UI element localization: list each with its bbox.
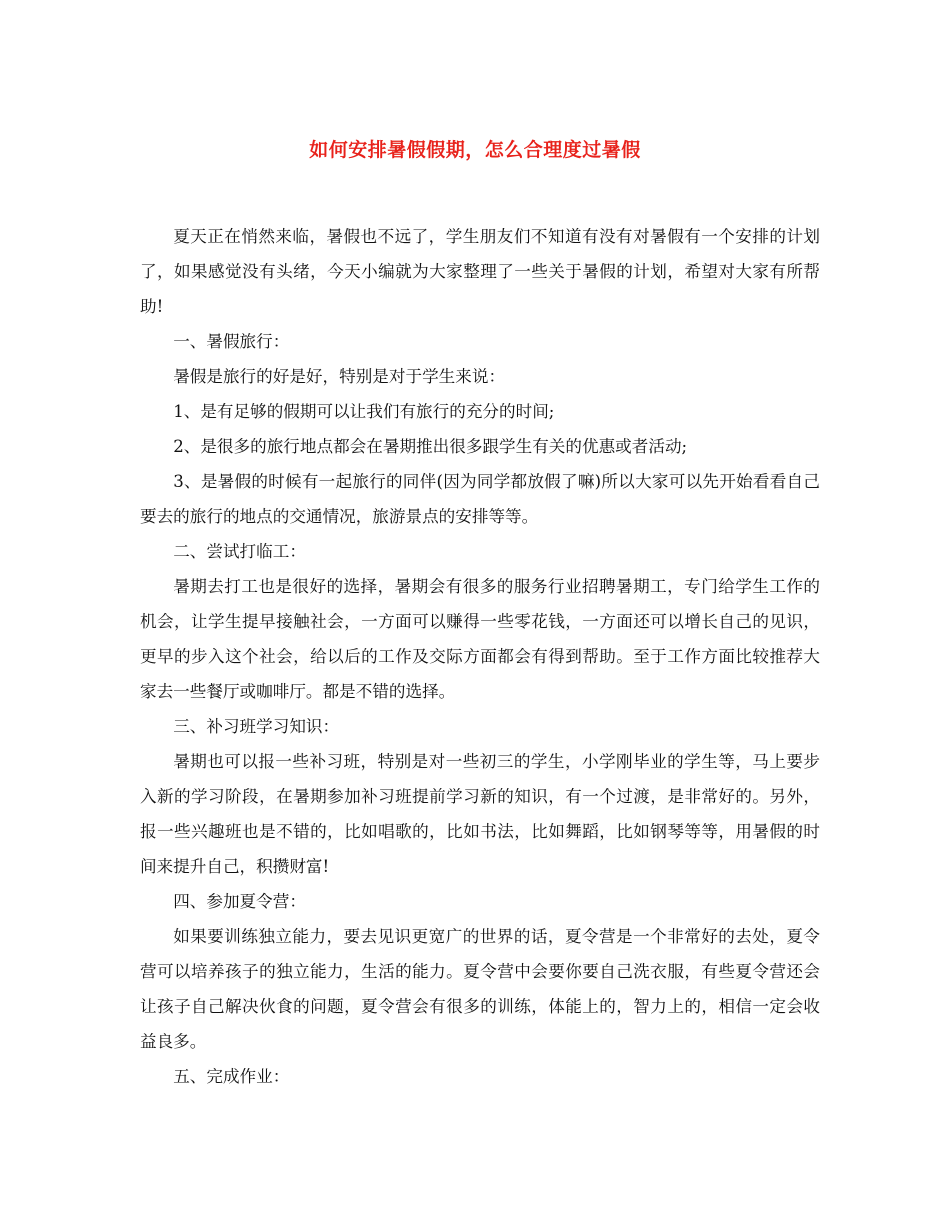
travel-point-3: 3、是暑假的时候有一起旅行的同伴(因为同学都放假了嘛)所以大家可以先开始看看自己要去的旅行的地点的交通情况，旅游景点的安排等等。 (140, 472, 820, 526)
intro-paragraph: 夏天正在悄然来临，暑假也不远了，学生朋友们不知道有没有对暑假有一个安排的计划了，如果感觉没有头绪，今天小编就为大家整理了一些关于暑假的计划，希望对大家有所帮助! (140, 227, 820, 316)
section-heading-homework: 五、完成作业： (173, 1067, 290, 1086)
summer-camp-paragraph: 如果要训练独立能力，要去见识更宽广的世界的话，夏令营是一个非常好的去处，夏令营可以培养孩子的独立能力，生活的能力。夏令营中会要你要自己洗衣服，有些夏令营还会让孩子自己解决伙食的问题，夏令营会有很多的训练，体能上的，智力上的，相信一定会收益良多。 (140, 927, 820, 1051)
document-title: 如何安排暑假假期，怎么合理度过暑假 (309, 139, 641, 161)
travel-point-2: 2、是很多的旅行地点都会在暑期推出很多跟学生有关的优惠或者活动; (173, 437, 688, 456)
section-heading-parttime-job: 二、尝试打临工： (173, 542, 306, 561)
tutoring-paragraph: 暑期也可以报一些补习班，特别是对一些初三的学生，小学刚毕业的学生等，马上要步入新的学习阶段，在暑期参加补习班提前学习新的知识，有一个过渡，是非常好的。另外，报一些兴趣班也是不错的，比如唱歌的，比如书法，比如舞蹈，比如钢琴等等，用暑假的时间来提升自己，积攒财富! (140, 752, 820, 876)
parttime-job-paragraph: 暑期去打工也是很好的选择，暑期会有很多的服务行业招聘暑期工，专门给学生工作的机会，让学生提早接触社会，一方面可以赚得一些零花钱，一方面还可以增长自己的见识，更早的步入这个社会，给以后的工作及交际方面都会有得到帮助。至于工作方面比较推荐大家去一些餐厅或咖啡厅。都是不错的选择。 (140, 577, 820, 701)
section-heading-summer-camp: 四、参加夏令营： (173, 892, 306, 911)
section-heading-travel: 一、暑假旅行： (173, 332, 290, 351)
section-heading-tutoring: 三、补习班学习知识： (173, 717, 340, 736)
travel-intro-paragraph: 暑假是旅行的好是好，特别是对于学生来说： (173, 367, 506, 386)
travel-point-1: 1、是有足够的假期可以让我们有旅行的充分的时间; (173, 402, 555, 421)
document-body (140, 219, 820, 1094)
